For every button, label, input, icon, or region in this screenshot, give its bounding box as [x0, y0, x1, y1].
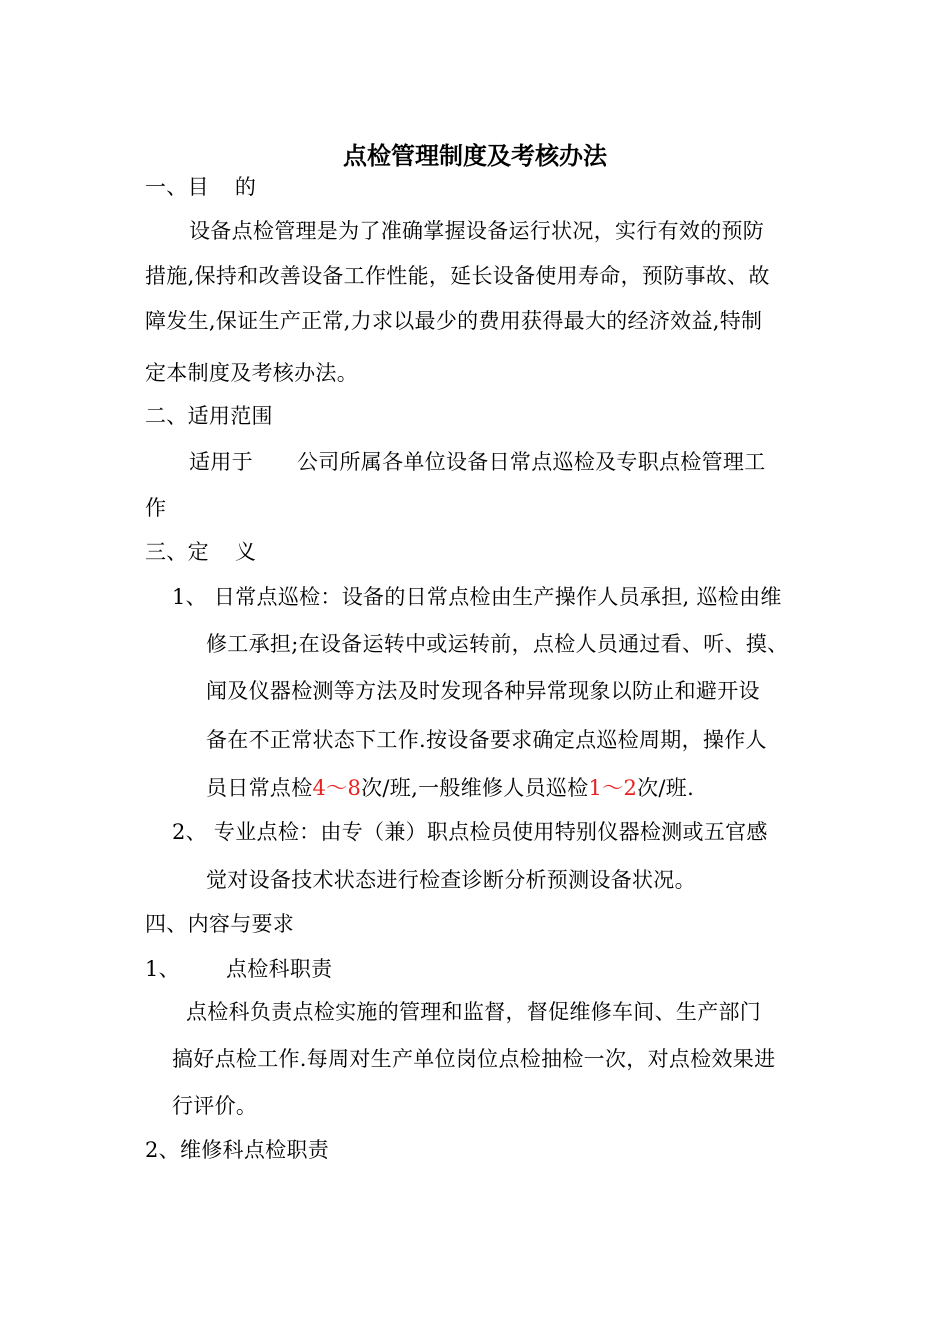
text-segment: 次/班,一般维修人员巡检 — [361, 776, 589, 800]
section-heading-purpose-suffix: 的 — [234, 175, 257, 199]
paragraph-line: 点检科负责点检实施的管理和监督，督促维修车间、生产部门 — [186, 1000, 762, 1024]
frequency-highlight: 1～2 — [588, 776, 638, 800]
paragraph-line: 障发生,保证生产正常,力求以最少的费用获得最大的经济效益,特制 — [145, 309, 763, 333]
text-segment: 次/班. — [637, 776, 695, 800]
definition-item-1-line: 修工承担;在设备运转中或运转前，点检人员通过看、听、摸、 — [206, 632, 789, 656]
paragraph-line: 行评价。 — [172, 1094, 258, 1118]
section-heading-purpose — [145, 173, 256, 201]
definition-item-2-line: 觉对设备技术状态进行检查诊断分析预测设备状况。 — [206, 868, 696, 892]
section-heading-definitions-suffix: 义 — [234, 540, 257, 564]
definition-item-1-last-line — [206, 774, 694, 802]
definition-item-1-line: 备在不正常状态下工作.按设备要求确定点巡检周期，操作人 — [206, 728, 767, 752]
definition-item-1-line: 闻及仪器检测等方法及时发现各种异常现象以防止和避开设 — [206, 679, 760, 703]
document-title: 点检管理制度及考核办法 — [343, 141, 607, 170]
section-heading-definitions-prefix: 三、定 — [145, 540, 209, 564]
frequency-highlight: 4～8 — [312, 776, 362, 800]
scope-line — [189, 448, 766, 476]
section-heading-purpose-prefix: 一、目 — [145, 175, 209, 199]
subsection-number: 1、 — [145, 957, 180, 981]
section-heading-definitions — [145, 538, 256, 566]
paragraph-line: 搞好点检工作.每周对生产单位岗位点检抽检一次，对点检效果进 — [172, 1047, 776, 1071]
subsection-heading-2: 2、维修科点检职责 — [145, 1138, 330, 1162]
definition-item-2-line: 2、 专业点检：由专（兼）职点检员使用特别仪器检测或五官感 — [172, 820, 768, 844]
subsection-label: 点检科职责 — [225, 957, 333, 981]
paragraph-line: 设备点检管理是为了准确掌握设备运行状况，实行有效的预防 — [189, 219, 765, 243]
definition-item-1-line: 1、 日常点巡检：设备的日常点检由生产操作人员承担, 巡检由维 — [172, 585, 782, 609]
section-heading-scope: 二、适用范围 — [145, 404, 273, 428]
section-heading-requirements: 四、内容与要求 — [145, 912, 295, 936]
paragraph-line: 定本制度及考核办法。 — [145, 361, 358, 385]
subsection-heading-1 — [145, 955, 332, 983]
scope-lead: 适用于 — [189, 450, 253, 474]
scope-line-2: 作 — [145, 496, 167, 520]
text-segment: 员日常点检 — [206, 776, 313, 800]
paragraph-line: 措施,保持和改善设备工作性能，延长设备使用寿命，预防事故、故 — [145, 264, 770, 288]
scope-text: 公司所属各单位设备日常点巡检及专职点检管理工 — [296, 450, 766, 474]
